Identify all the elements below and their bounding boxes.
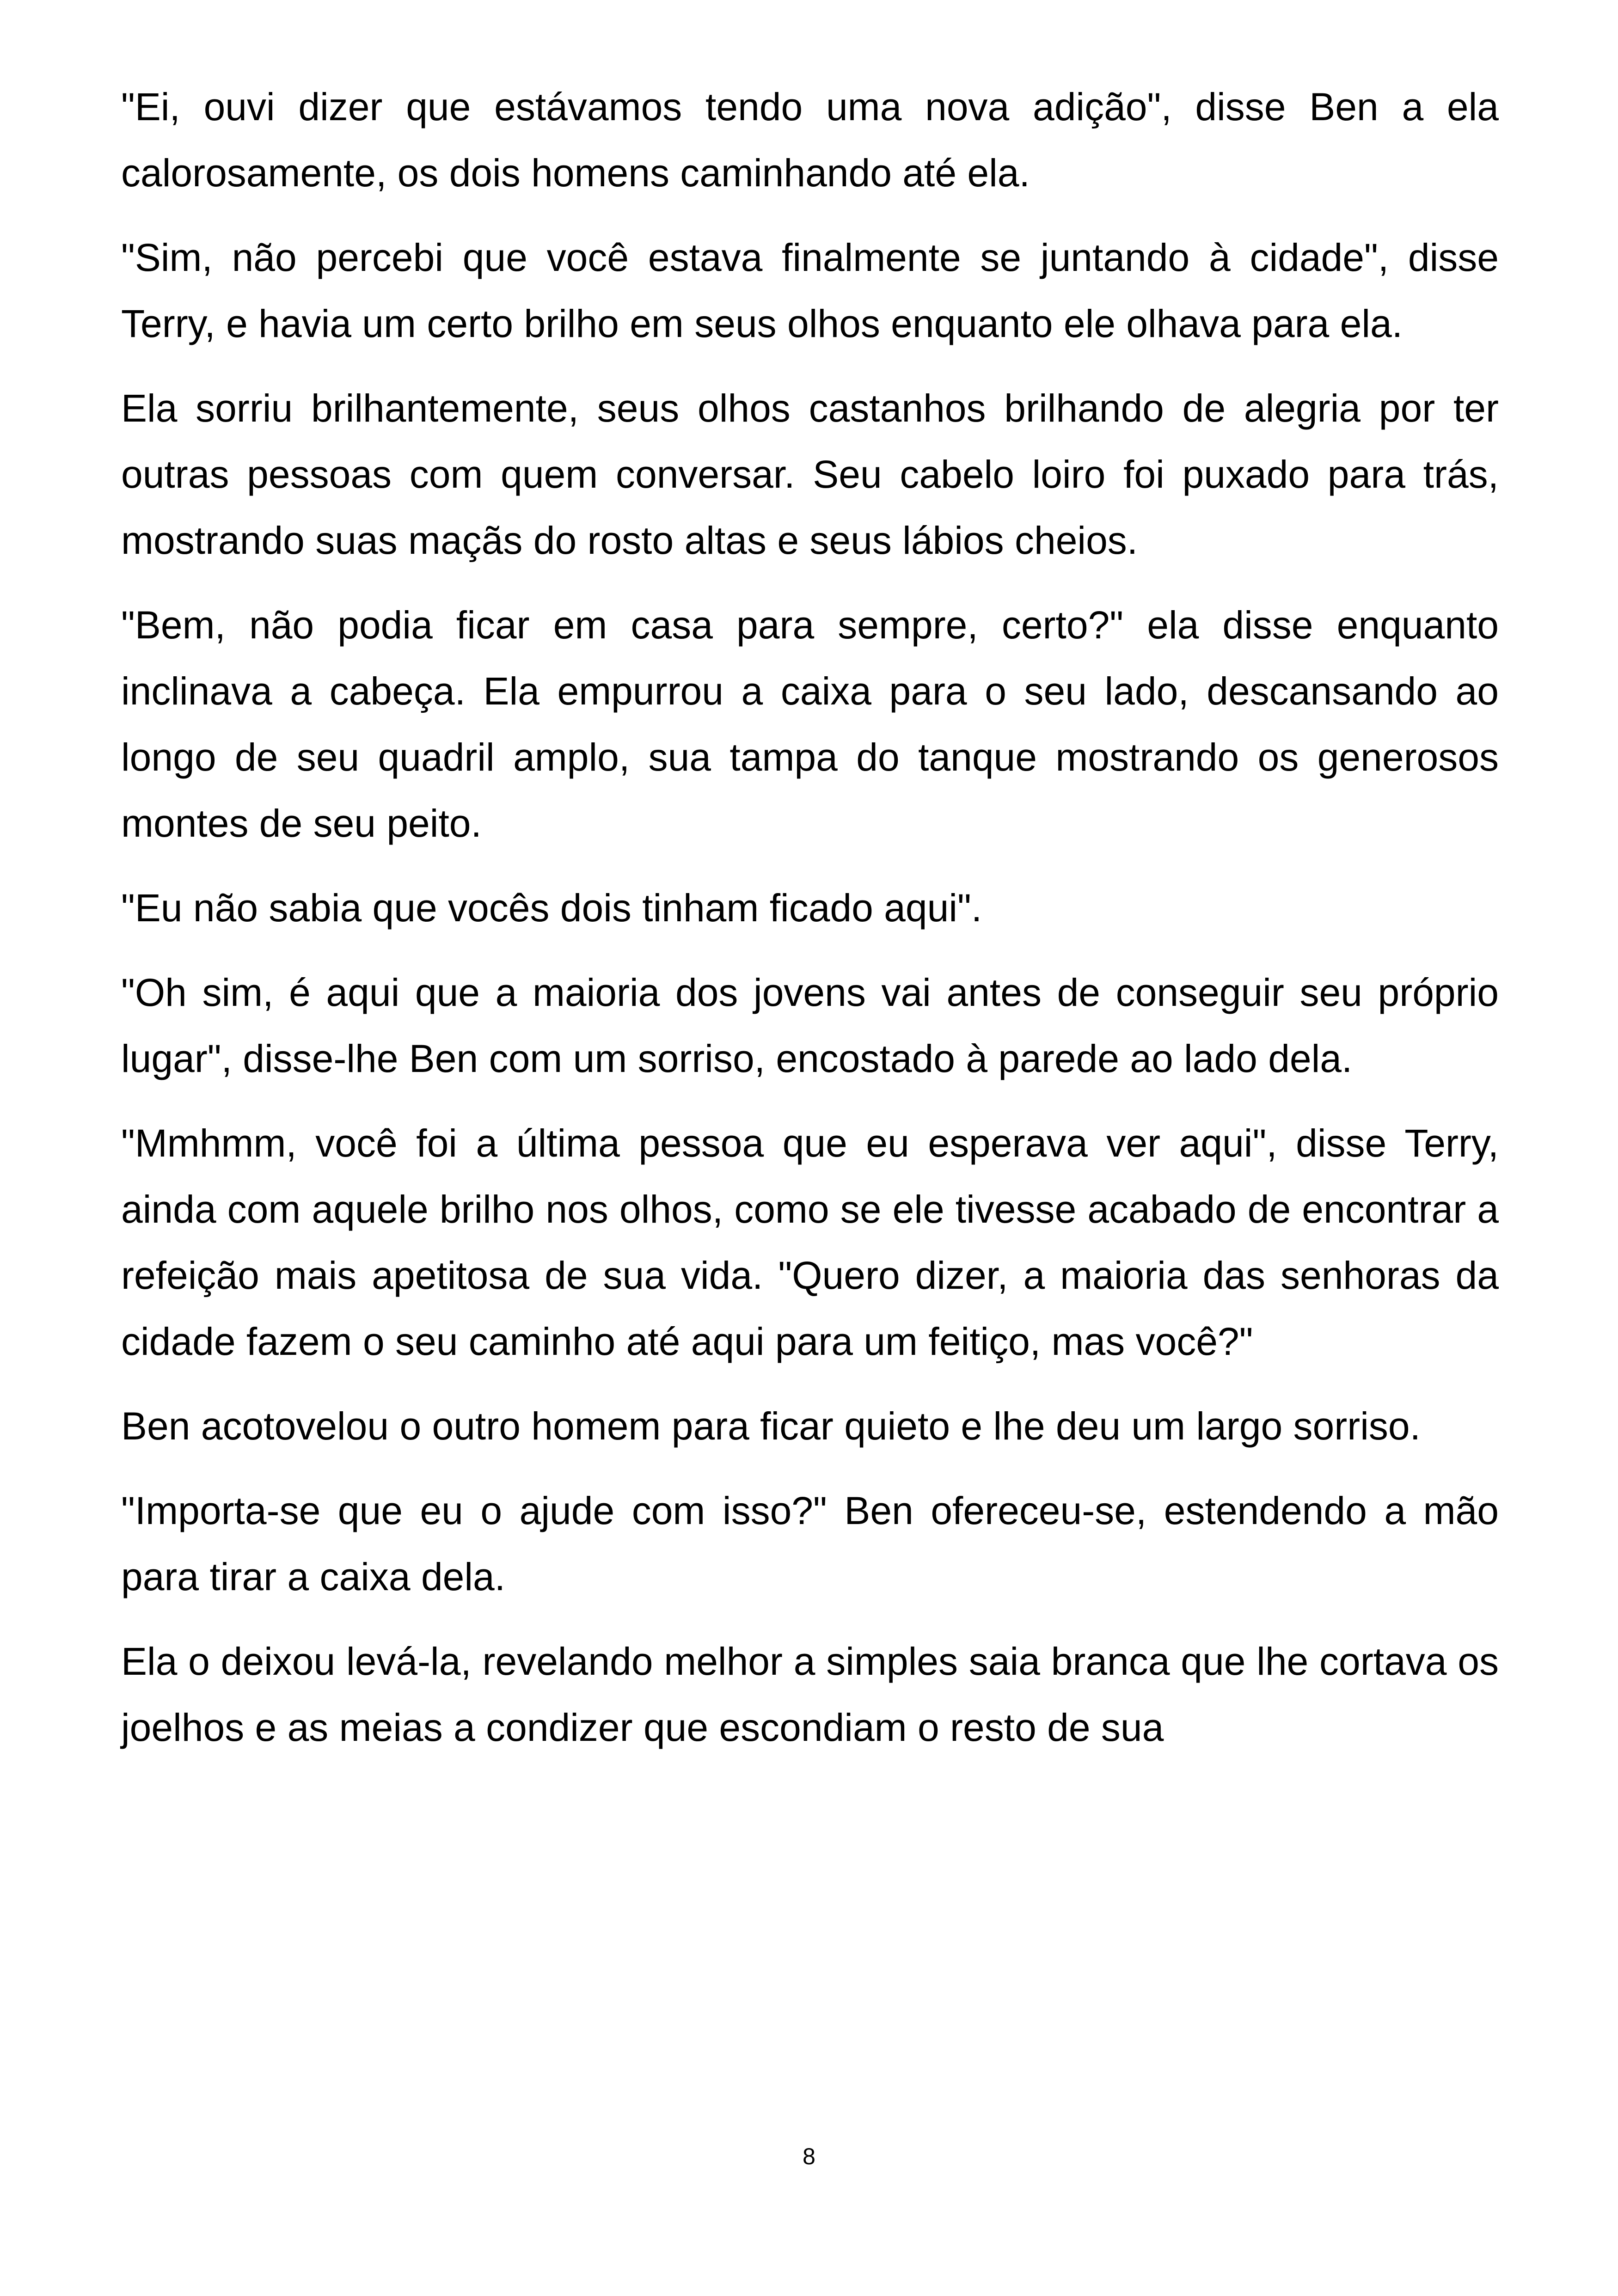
paragraph: "Sim, não percebi que você estava finalmente se juntando à cidade", disse Terry, e havia um certo brilho em seus olhos enquanto ele olhava para ela. bbox=[121, 236, 1499, 345]
paragraph: "Mmhmm, você foi a última pessoa que eu esperava ver aqui", disse Terry, ainda com aquele brilho nos olhos, como se ele tivesse acabado de encontrar a refeição mais apetitosa de sua vida. "Quero dizer, a maioria das senhoras da cidade fazem o seu caminho até aqui para um feitiço, mas você?" bbox=[121, 1121, 1499, 1363]
paragraph: "Oh sim, é aqui que a maioria dos jovens vai antes de conseguir seu próprio lugar", disse-lhe Ben com um sorriso, encostado à parede ao lado dela. bbox=[121, 971, 1499, 1080]
paragraph: "Ei, ouvi dizer que estávamos tendo uma nova adição", disse Ben a ela calorosamente, os dois homens caminhando até ela. bbox=[121, 85, 1499, 195]
paragraph: "Eu não sabia que vocês dois tinham ficado aqui". bbox=[121, 886, 982, 930]
page-number: 8 bbox=[803, 2143, 815, 2169]
paragraph: "Bem, não podia ficar em casa para sempre, certo?" ela disse enquanto inclinava a cabeça. Ela empurrou a caixa para o seu lado, descansando ao longo de seu quadril amplo, sua tampa do tanque mostrando os generosos montes de seu peito. bbox=[121, 603, 1499, 845]
paragraph: Ben acotovelou o outro homem para ficar quieto e lhe deu um largo sorriso. bbox=[121, 1404, 1421, 1448]
paragraph: Ela sorriu brilhantemente, seus olhos castanhos brilhando de alegria por ter outras pessoas com quem conversar. Seu cabelo loiro foi puxado para trás, mostrando suas maçãs do rosto altas e seus lábios cheios. bbox=[121, 386, 1499, 562]
paragraph: "Importa-se que eu o ajude com isso?" Ben ofereceu-se, estendendo a mão para tirar a caixa dela. bbox=[121, 1489, 1499, 1598]
paragraph: Ela o deixou levá-la, revelando melhor a simples saia branca que lhe cortava os joelhos e as meias a condizer que escondiam o resto de sua bbox=[121, 1640, 1499, 1749]
body-text bbox=[121, 74, 1499, 1779]
